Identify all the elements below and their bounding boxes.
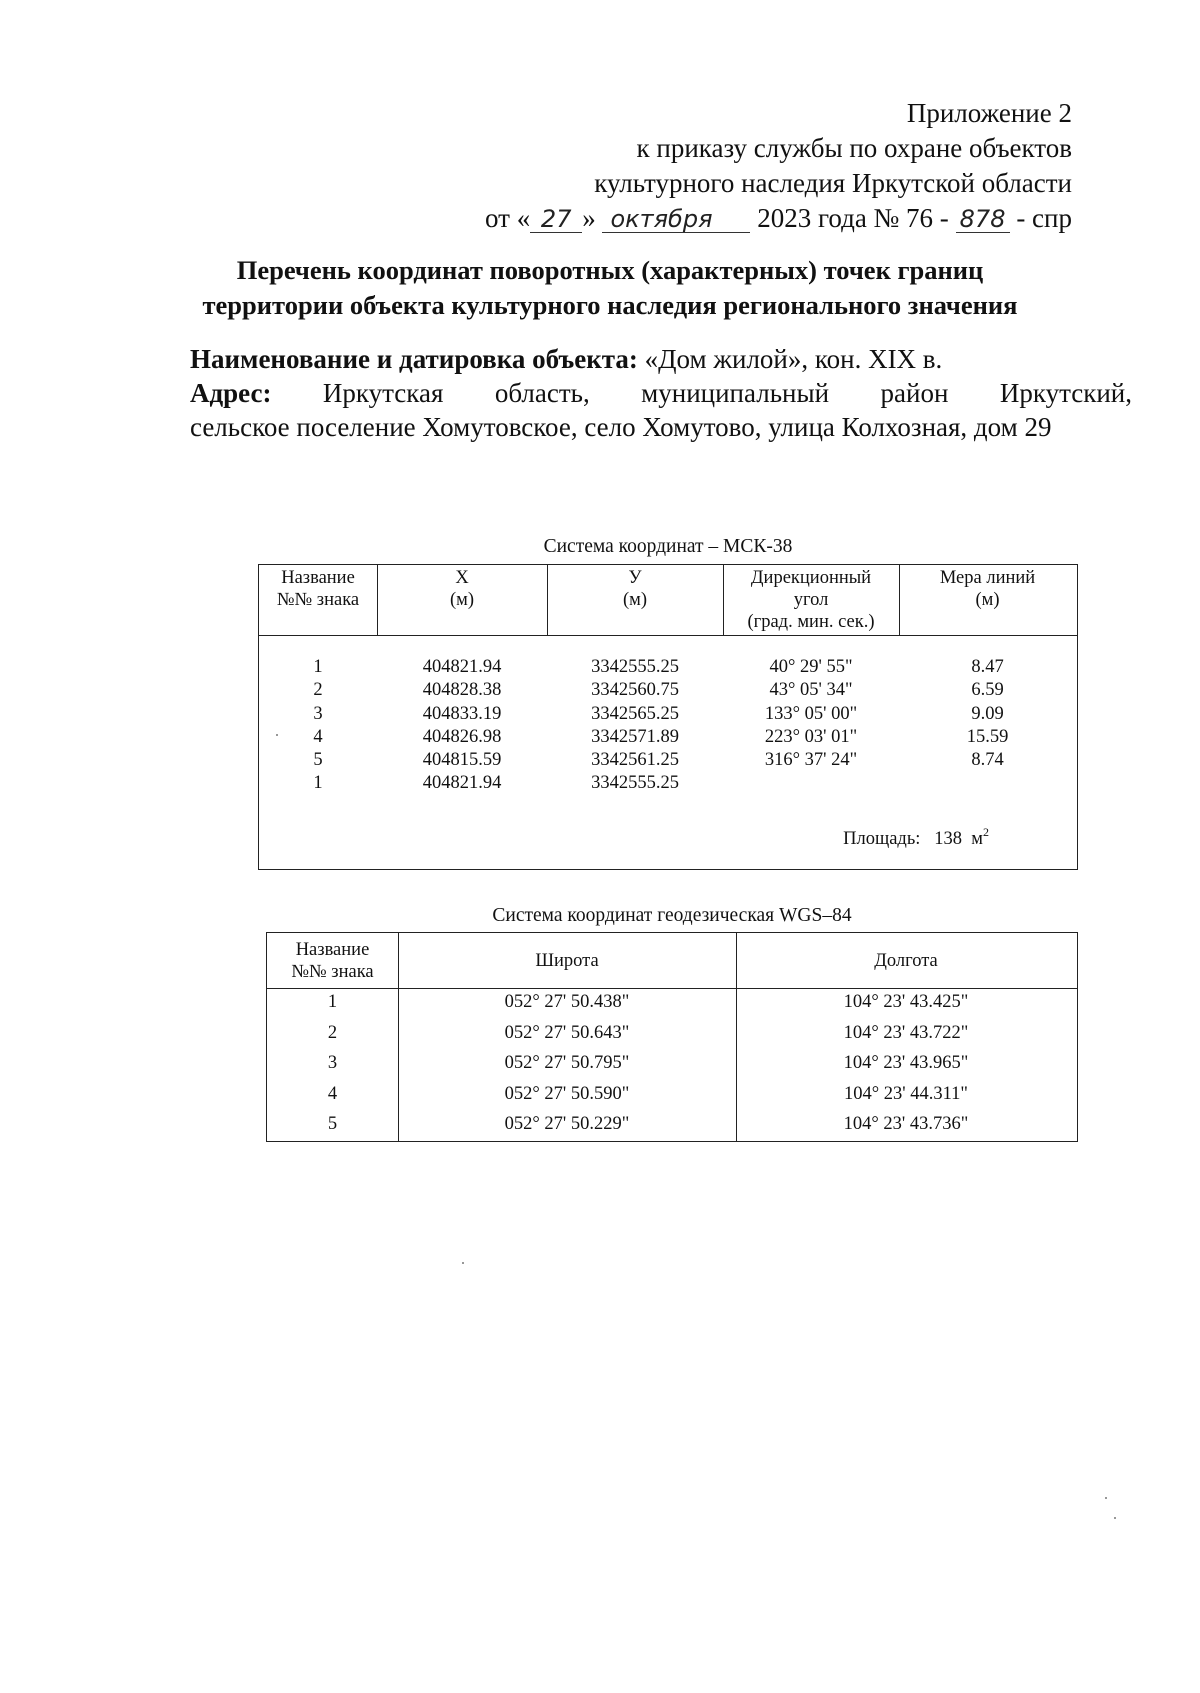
cell-y: 3342561.25 [591, 750, 679, 771]
scan-speck [462, 1262, 464, 1264]
cell-x: 404821.94 [422, 657, 502, 677]
cell-angle: 43° 05' 34" [769, 680, 853, 701]
header-longitude: Долгота [874, 950, 938, 971]
object-name-line [190, 342, 1132, 376]
address-line-1 [190, 376, 1132, 410]
header-text: Название [281, 568, 355, 588]
title-line-2: территории объекта культурного наследия регионального значения [202, 290, 1018, 320]
cell-point: 4 [327, 1083, 338, 1104]
header-text: №№ знака [276, 590, 360, 610]
table-row [259, 772, 1077, 795]
cell-latitude: 052° 27' 50.590" [504, 1083, 630, 1104]
cell-y: 3342560.75 [591, 680, 679, 701]
area-unit: м [971, 829, 983, 849]
appendix-order-ref: к приказу службы по охране объектов [636, 133, 1072, 163]
header-text: Мера линий [939, 568, 1036, 588]
address-word: Иркутская [322, 378, 444, 408]
cell-point: 1 [327, 992, 338, 1012]
cell-y: 3342571.89 [591, 726, 679, 747]
object-name-value: «Дом жилой», кон. XIX в. [644, 344, 943, 374]
wgs-table-caption: Система координат геодезическая WGS–84 [492, 905, 852, 926]
date-prefix: от « [485, 203, 531, 233]
header-length [899, 565, 1076, 635]
cell-length: 9.09 [971, 703, 1004, 724]
cell-length: 6.59 [971, 680, 1004, 701]
table-row [267, 1080, 1077, 1111]
header-text: X [455, 568, 469, 588]
cell-angle: 316° 37' 24" [764, 750, 858, 771]
cell-latitude: 052° 27' 50.438" [504, 992, 630, 1012]
handwritten-month: октября [602, 206, 750, 233]
table-row [259, 749, 1077, 772]
header-text: (м) [449, 590, 475, 610]
cell-latitude: 052° 27' 50.643" [504, 1022, 630, 1043]
cell-latitude: 052° 27' 50.795" [504, 1053, 630, 1073]
table-row [259, 726, 1077, 749]
appendix-date-line [485, 201, 1072, 236]
area-label: Площадь: [843, 829, 921, 849]
cell-x: 404821.94 [422, 773, 502, 794]
cell-longitude: 104° 23' 43.722" [843, 1022, 969, 1043]
cell-point: 3 [313, 703, 323, 724]
header-text: (м) [975, 590, 1000, 610]
header-latitude: Широта [535, 950, 599, 971]
appendix-header [485, 96, 1072, 236]
address-word: район [880, 378, 949, 408]
header-text: (град. мин. сек.) [747, 612, 875, 632]
header-x [377, 565, 547, 635]
wgs-coordinates-table [266, 932, 1078, 1142]
cell-length: 8.47 [971, 657, 1004, 677]
cell-y: 3342555.25 [591, 657, 679, 677]
date-year: 2023 года № 76 - [757, 203, 949, 233]
address-label: Адрес: [190, 378, 272, 408]
header-angle [723, 565, 899, 635]
handwritten-order-number: 878 [956, 206, 1010, 233]
cell-y: 3342555.25 [591, 773, 679, 794]
appendix-number: Приложение 2 [906, 98, 1072, 128]
address-word: муниципальный [641, 378, 830, 408]
cell-point: 2 [313, 680, 323, 701]
cell-longitude: 104° 23' 44.311" [844, 1083, 968, 1104]
cell-x: 404815.59 [422, 750, 502, 771]
address-line-2: сельское поселение Хомутовское, село Хомутово, улица Колхозная, дом 29 [190, 412, 1052, 442]
order-suffix: - спр [1016, 203, 1072, 233]
cell-angle: 133° 05' 00" [764, 703, 858, 724]
cell-x: 404833.19 [422, 703, 502, 724]
header-text: У [628, 568, 642, 588]
address-word: Иркутский, [999, 378, 1132, 408]
cell-point: 4 [313, 726, 323, 747]
msk-table-header [259, 565, 1077, 636]
scan-speck [276, 734, 278, 736]
table-row [259, 703, 1077, 726]
table-row [259, 656, 1077, 679]
cell-point: 3 [327, 1053, 338, 1073]
wgs-table-header [267, 933, 1077, 989]
wgs-table-body [267, 988, 1077, 1141]
table-row [267, 1110, 1077, 1141]
cell-latitude: 052° 27' 50.229" [504, 1114, 630, 1134]
cell-length: 8.74 [971, 750, 1004, 771]
cell-angle: 40° 29' 55" [769, 657, 853, 677]
header-point-name [267, 933, 398, 988]
header-text: №№ знака [291, 961, 374, 982]
cell-point: 5 [327, 1114, 338, 1134]
object-name-label: Наименование и датировка объекта: [190, 344, 638, 374]
table-row [259, 679, 1077, 702]
table-row [267, 988, 1077, 1019]
header-text: (м) [622, 590, 648, 610]
cell-angle: 223° 03' 01" [764, 726, 858, 747]
cell-longitude: 104° 23' 43.736" [843, 1114, 969, 1134]
address-word: область, [494, 378, 590, 408]
header-text: Дирекционный [750, 568, 872, 588]
document-title [150, 253, 1070, 323]
cell-point: 1 [313, 773, 323, 794]
header-text: Название [295, 939, 370, 960]
scan-speck [1114, 1517, 1116, 1519]
cell-point: 1 [313, 657, 323, 677]
cell-x: 404828.38 [422, 680, 502, 701]
area-value: 138 [934, 829, 963, 849]
header-text: угол [793, 590, 829, 610]
appendix-authority: культурного наследия Иркутской области [594, 168, 1072, 198]
area-summary [843, 825, 989, 850]
area-unit-exponent: 2 [983, 825, 989, 839]
cell-longitude: 104° 23' 43.425" [843, 992, 969, 1012]
msk-table-body [259, 656, 1077, 796]
table-row [267, 1049, 1077, 1080]
cell-point: 5 [313, 750, 323, 771]
header-y [547, 565, 723, 635]
title-line-1: Перечень координат поворотных (характерных) точек границ [236, 255, 984, 285]
msk-coordinates-table [258, 564, 1078, 870]
cell-point: 2 [327, 1022, 338, 1043]
msk-table-caption: Система координат – МСК-38 [543, 536, 793, 557]
header-point-name [259, 565, 377, 635]
cell-y: 3342565.25 [591, 703, 679, 724]
cell-length: 15.59 [966, 726, 1009, 747]
handwritten-day: 27 [530, 206, 582, 233]
date-mid: » [582, 203, 596, 233]
scan-speck [1105, 1497, 1107, 1499]
cell-longitude: 104° 23' 43.965" [843, 1053, 969, 1073]
table-row [267, 1019, 1077, 1050]
cell-x: 404826.98 [422, 726, 502, 747]
